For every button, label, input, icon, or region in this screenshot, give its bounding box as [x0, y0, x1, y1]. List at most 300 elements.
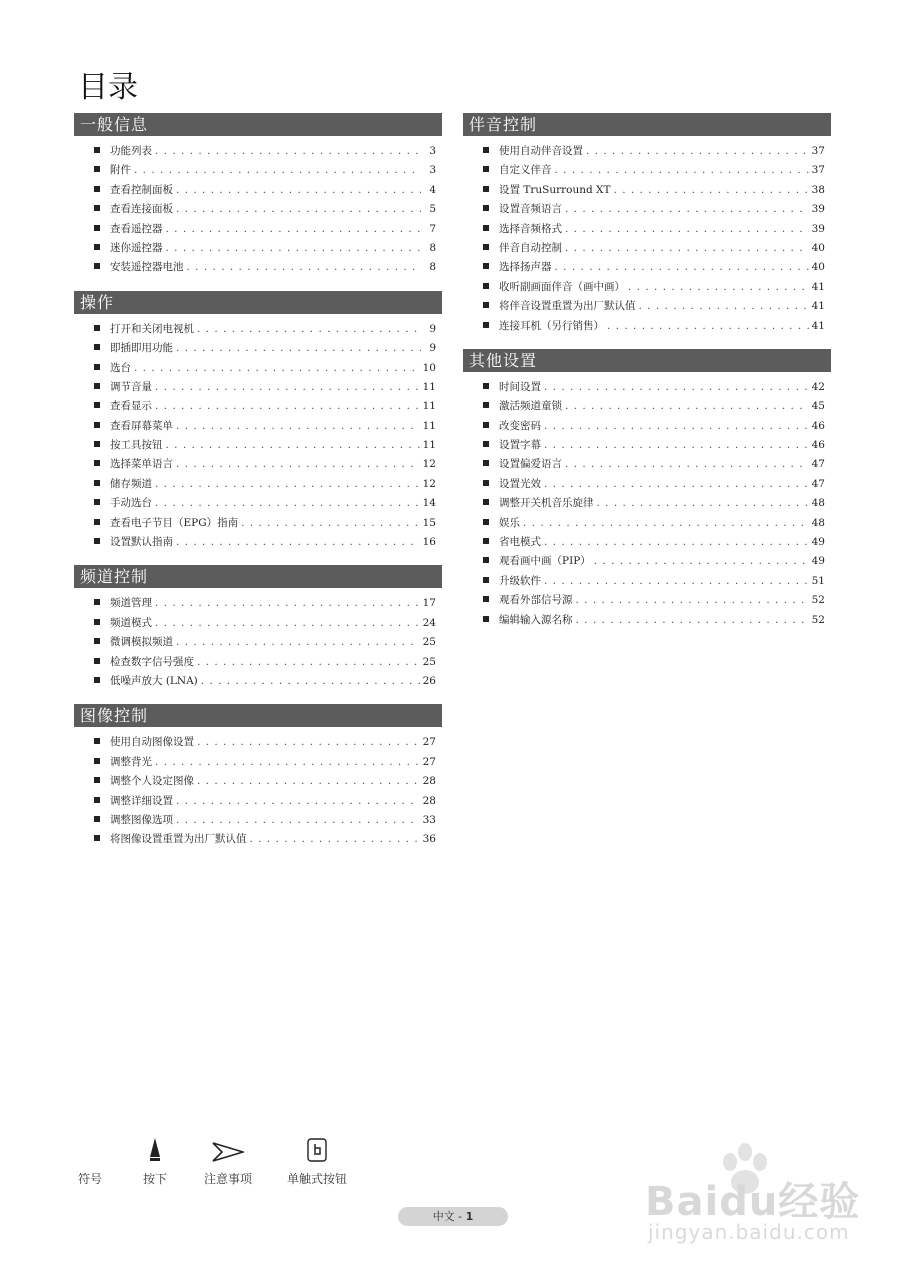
toc-entry[interactable] — [94, 143, 436, 162]
toc-entry-label: 连接耳机（另行销售） — [499, 319, 604, 332]
dot-leader — [576, 614, 809, 626]
toc-entry-label: 选择音频格式 — [499, 222, 562, 235]
square-bullet-icon — [94, 658, 100, 664]
square-bullet-icon — [483, 538, 489, 544]
dot-leader — [544, 478, 809, 490]
dot-leader — [166, 439, 420, 451]
toc-entry[interactable] — [483, 143, 825, 162]
square-bullet-icon — [483, 557, 489, 563]
toc-entry[interactable] — [94, 754, 436, 773]
square-bullet-icon — [483, 225, 489, 231]
toc-entry[interactable] — [94, 221, 436, 240]
toc-entry[interactable] — [94, 437, 436, 456]
dot-leader — [523, 517, 809, 529]
legend-note-label: 注意事项 — [203, 1172, 252, 1186]
toc-entry[interactable] — [94, 476, 436, 495]
toc-entry[interactable] — [483, 515, 825, 534]
toc-entry-page: 37 — [811, 145, 825, 157]
toc-entry-page: 12 — [422, 477, 436, 490]
dot-leader — [544, 381, 809, 393]
toc-entry[interactable] — [483, 162, 825, 181]
dot-leader — [155, 145, 421, 157]
dot-leader — [565, 223, 809, 235]
toc-entry-label: 选择菜单语言 — [110, 458, 173, 471]
toc-entry-label: 使用自动图像设置 — [110, 736, 194, 749]
toc-entry-label: 调整详细设置 — [110, 794, 173, 807]
toc-entry-label: 设置音频语言 — [499, 203, 562, 216]
footer-separator: - — [454, 1210, 466, 1223]
square-bullet-icon — [94, 364, 100, 370]
square-bullet-icon — [94, 619, 100, 625]
toc-entry[interactable] — [94, 240, 436, 259]
square-bullet-icon — [483, 577, 489, 583]
toc-entry-label: 升级软件 — [499, 574, 541, 587]
toc-section — [74, 291, 442, 558]
toc-entry-page: 48 — [811, 497, 825, 510]
toc-entry-page: 11 — [422, 400, 436, 413]
toc-entry-label: 观看画中画（PIP） — [499, 555, 591, 568]
toc-entry-page: 42 — [811, 380, 825, 393]
square-bullet-icon — [94, 777, 100, 783]
right-column — [463, 113, 831, 643]
dot-leader — [565, 242, 809, 254]
toc-entry-label: 激活频道童锁 — [499, 400, 562, 413]
toc-entry-label: 附件 — [110, 164, 131, 177]
footer-page-number: 1 — [465, 1210, 474, 1223]
toc-entry[interactable] — [94, 793, 436, 812]
dot-leader — [187, 261, 422, 273]
toc-entry-page: 28 — [422, 794, 436, 807]
toc-entry[interactable] — [483, 259, 825, 278]
toc-entry[interactable] — [94, 773, 436, 792]
toc-entry-label: 调整个人设定图像 — [110, 775, 194, 788]
toc-entry[interactable] — [94, 379, 436, 398]
dot-leader — [176, 795, 420, 807]
toc-entry-page: 10 — [422, 361, 436, 374]
dot-leader — [544, 536, 809, 548]
dot-leader — [176, 203, 421, 215]
square-bullet-icon — [483, 460, 489, 466]
square-bullet-icon — [483, 205, 489, 211]
toc-entry[interactable] — [94, 360, 436, 379]
toc-entry-label: 娱乐 — [499, 516, 520, 529]
toc-entry[interactable] — [94, 321, 436, 340]
square-bullet-icon — [483, 186, 489, 192]
dot-leader — [594, 555, 809, 567]
square-bullet-icon — [94, 797, 100, 803]
toc-entry-page: 9 — [429, 342, 436, 355]
toc-entry[interactable] — [483, 398, 825, 417]
square-bullet-icon — [94, 147, 100, 153]
toc-entry-label: 调整图像选项 — [110, 813, 173, 826]
toc-entry-page: 25 — [422, 636, 436, 649]
toc-entry-label: 即插即用功能 — [110, 342, 173, 355]
toc-entry-page: 48 — [811, 516, 825, 529]
dot-leader — [155, 756, 420, 768]
square-bullet-icon — [483, 166, 489, 172]
section-heading: 其他设置 — [463, 349, 831, 372]
toc-entry-label: 调节音量 — [110, 380, 152, 393]
dot-leader — [628, 281, 809, 293]
baidu-watermark — [640, 1140, 890, 1260]
section-heading: 一般信息 — [74, 113, 442, 136]
dot-leader — [597, 497, 809, 509]
toc-entry-label: 查看连接面板 — [110, 203, 173, 216]
toc-entry[interactable] — [94, 182, 436, 201]
left-column — [74, 113, 442, 863]
dot-leader — [565, 203, 809, 215]
toc-entry-page: 12 — [422, 458, 436, 471]
square-bullet-icon — [94, 480, 100, 486]
square-bullet-icon — [483, 283, 489, 289]
toc-list — [463, 372, 831, 635]
dot-leader — [250, 833, 420, 845]
square-bullet-icon — [94, 402, 100, 408]
toc-entry-page: 27 — [422, 736, 436, 749]
toc-entry-label: 选台 — [110, 361, 131, 374]
toc-entry-page: 40 — [811, 241, 825, 254]
toc-entry-page: 40 — [811, 261, 825, 274]
toc-entry-page: 51 — [811, 574, 825, 587]
toc-entry-label: 设置 TruSurround XT — [499, 183, 611, 196]
toc-entry-label: 将图像设置重置为出厂默认值 — [110, 833, 247, 846]
section-heading: 频道控制 — [74, 565, 442, 588]
toc-entry[interactable] — [94, 456, 436, 475]
dot-leader — [176, 420, 420, 432]
square-bullet-icon — [483, 519, 489, 525]
toc-section — [74, 704, 442, 854]
square-bullet-icon — [94, 422, 100, 428]
toc-entry[interactable] — [94, 340, 436, 359]
toc-entry[interactable] — [94, 734, 436, 753]
toc-entry-label: 改变密码 — [499, 419, 541, 432]
page-title: 目录 — [78, 70, 138, 105]
toc-entry-label: 按工具按钮 — [110, 439, 163, 452]
toc-entry-page: 28 — [422, 775, 436, 788]
watermark-sub: jingyan.baidu.com — [648, 1220, 850, 1244]
toc-entry-page: 46 — [811, 419, 825, 432]
toc-entry-label: 查看显示 — [110, 400, 152, 413]
toc-entry[interactable] — [94, 418, 436, 437]
toc-entry[interactable] — [483, 240, 825, 259]
toc-entry-page: 9 — [429, 322, 436, 335]
square-bullet-icon — [94, 758, 100, 764]
toc-entry-page: 52 — [811, 594, 825, 607]
toc-entry-page: 26 — [422, 674, 436, 687]
toc-entry-label: 频道模式 — [110, 616, 152, 629]
square-bullet-icon — [94, 263, 100, 269]
toc-entry[interactable] — [94, 495, 436, 514]
toc-entry-page: 41 — [811, 319, 825, 332]
toc-list — [74, 314, 442, 558]
toc-entry[interactable] — [94, 615, 436, 634]
dot-leader — [176, 536, 420, 548]
toc-entry[interactable] — [483, 476, 825, 495]
toc-section — [74, 565, 442, 696]
dot-leader — [555, 261, 809, 273]
toc-entry-label: 设置偏爱语言 — [499, 458, 562, 471]
dot-leader — [155, 400, 420, 412]
toc-entry[interactable] — [483, 456, 825, 475]
dot-leader — [201, 675, 420, 687]
dot-leader — [176, 458, 420, 470]
toc-entry-page: 33 — [422, 813, 436, 826]
toc-entry-label: 设置字幕 — [499, 439, 541, 452]
toc-entry-page: 36 — [422, 833, 436, 846]
square-bullet-icon — [94, 738, 100, 744]
legend-press — [135, 1138, 175, 1187]
square-bullet-icon — [483, 302, 489, 308]
square-bullet-icon — [94, 460, 100, 466]
toc-entry-page: 16 — [422, 536, 436, 549]
square-bullet-icon — [483, 480, 489, 486]
dot-leader — [176, 814, 420, 826]
square-bullet-icon — [94, 519, 100, 525]
square-bullet-icon — [483, 263, 489, 269]
toc-entry-page: 52 — [811, 613, 825, 626]
toc-entry[interactable] — [94, 534, 436, 553]
toc-list — [74, 727, 442, 854]
dot-leader — [639, 300, 809, 312]
note-arrow-icon — [212, 1142, 244, 1162]
footer-language: 中文 — [432, 1210, 455, 1223]
toc-entry-label: 伴音自动控制 — [499, 241, 562, 254]
square-bullet-icon — [483, 441, 489, 447]
dot-leader — [197, 736, 420, 748]
toc-entry-page: 11 — [422, 380, 436, 393]
section-heading: 操作 — [74, 291, 442, 314]
dot-leader — [176, 636, 420, 648]
toc-entry[interactable] — [483, 318, 825, 337]
toc-entry[interactable] — [483, 592, 825, 611]
dot-leader — [155, 497, 420, 509]
toc-entry[interactable] — [94, 595, 436, 614]
square-bullet-icon — [94, 499, 100, 505]
toc-entry-page: 7 — [429, 222, 436, 235]
toc-entry-label: 选择扬声器 — [499, 261, 552, 274]
toc-list — [74, 136, 442, 283]
square-bullet-icon — [94, 677, 100, 683]
dot-leader — [155, 597, 420, 609]
dot-leader — [176, 184, 421, 196]
dot-leader — [155, 617, 420, 629]
toc-entry-page: 4 — [429, 183, 436, 196]
toc-entry[interactable] — [94, 831, 436, 850]
toc-entry-page: 11 — [422, 439, 436, 452]
toc-entry-label: 频道管理 — [110, 597, 152, 610]
toc-entry-page: 24 — [422, 616, 436, 629]
toc-entry-page: 11 — [422, 419, 436, 432]
square-bullet-icon — [94, 638, 100, 644]
toc-entry[interactable] — [94, 812, 436, 831]
legend-one-touch-label: 单触式按钮 — [286, 1172, 347, 1186]
toc-list — [463, 136, 831, 341]
square-bullet-icon — [94, 835, 100, 841]
toc-entry-page: 27 — [422, 755, 436, 768]
square-bullet-icon — [483, 616, 489, 622]
toc-entry-page: 38 — [811, 183, 825, 196]
square-bullet-icon — [483, 322, 489, 328]
toc-entry-label: 查看遥控器 — [110, 222, 163, 235]
dot-leader — [197, 656, 420, 668]
dot-leader — [166, 242, 422, 254]
dot-leader — [197, 323, 421, 335]
square-bullet-icon — [483, 244, 489, 250]
dot-leader — [134, 164, 421, 176]
toc-entry[interactable] — [483, 495, 825, 514]
dot-leader — [565, 458, 809, 470]
toc-entry-label: 功能列表 — [110, 145, 152, 157]
square-bullet-icon — [483, 596, 489, 602]
watermark-main: Baidu经验 — [645, 1179, 861, 1225]
toc-entry[interactable] — [483, 437, 825, 456]
toc-entry-page: 25 — [422, 655, 436, 668]
toc-entry-label: 储存频道 — [110, 477, 152, 490]
toc-entry[interactable] — [483, 573, 825, 592]
toc-entry-page: 8 — [429, 241, 436, 254]
toc-entry-label: 观看外部信号源 — [499, 594, 573, 607]
toc-entry-page: 17 — [422, 597, 436, 610]
toc-entry-page: 3 — [429, 145, 436, 157]
toc-entry[interactable] — [483, 221, 825, 240]
toc-entry-page: 49 — [811, 555, 825, 568]
toc-entry[interactable] — [483, 418, 825, 437]
one-touch-button-icon — [307, 1138, 327, 1162]
toc-entry[interactable] — [94, 259, 436, 278]
square-bullet-icon — [94, 225, 100, 231]
toc-entry-page: 41 — [811, 280, 825, 293]
toc-entry-label: 将伴音设置重置为出厂默认值 — [499, 300, 636, 313]
dot-leader — [555, 164, 809, 176]
press-arrow-icon — [148, 1138, 162, 1162]
toc-entry-label: 调整开关机音乐旋律 — [499, 497, 594, 510]
legend-symbol — [70, 1138, 110, 1187]
toc-section — [74, 113, 442, 283]
square-bullet-icon — [483, 422, 489, 428]
toc-entry-label: 调整背光 — [110, 755, 152, 768]
toc-entry[interactable] — [94, 673, 436, 692]
toc-entry[interactable] — [483, 553, 825, 572]
square-bullet-icon — [483, 402, 489, 408]
toc-entry-page: 47 — [811, 458, 825, 471]
toc-section — [463, 349, 831, 635]
toc-entry-page: 41 — [811, 300, 825, 313]
toc-entry-page: 39 — [811, 203, 825, 216]
dot-leader — [565, 400, 809, 412]
toc-entry-label: 收听副画面伴音（画中画） — [499, 280, 625, 293]
dot-leader — [576, 594, 809, 606]
toc-entry[interactable] — [94, 162, 436, 181]
toc-entry-label: 迷你遥控器 — [110, 241, 163, 254]
toc-entry-page: 14 — [422, 497, 436, 510]
toc-entry-label: 编辑输入源名称 — [499, 613, 573, 626]
toc-entry-page: 37 — [811, 164, 825, 177]
dot-leader — [607, 320, 809, 332]
toc-entry[interactable] — [483, 182, 825, 201]
toc-list — [74, 588, 442, 696]
square-bullet-icon — [483, 383, 489, 389]
dot-leader — [241, 517, 420, 529]
toc-entry-label: 低噪声放大 (LNA) — [110, 674, 198, 687]
dot-leader — [197, 775, 420, 787]
toc-entry[interactable] — [483, 298, 825, 317]
square-bullet-icon — [94, 344, 100, 350]
toc-entry[interactable] — [483, 612, 825, 631]
dot-leader — [586, 145, 809, 157]
toc-entry-label: 微调模拟频道 — [110, 636, 173, 649]
section-heading: 伴音控制 — [463, 113, 831, 136]
square-bullet-icon — [94, 244, 100, 250]
toc-entry-label: 查看控制面板 — [110, 183, 173, 196]
square-bullet-icon — [94, 166, 100, 172]
square-bullet-icon — [94, 599, 100, 605]
legend-symbol-label: 符号 — [77, 1172, 102, 1186]
toc-entry-label: 手动选台 — [110, 497, 152, 510]
toc-entry-page: 3 — [429, 164, 436, 177]
section-heading: 图像控制 — [74, 704, 442, 727]
toc-entry-label: 使用自动伴音设置 — [499, 145, 583, 157]
dot-leader — [176, 342, 421, 354]
square-bullet-icon — [483, 499, 489, 505]
square-bullet-icon — [94, 205, 100, 211]
toc-entry[interactable] — [483, 279, 825, 298]
dot-leader — [155, 478, 420, 490]
square-bullet-icon — [94, 816, 100, 822]
square-bullet-icon — [94, 441, 100, 447]
toc-entry[interactable] — [483, 201, 825, 220]
toc-entry-page: 8 — [429, 261, 436, 274]
square-bullet-icon — [483, 147, 489, 153]
legend-one-touch — [274, 1138, 360, 1187]
toc-entry-label: 安装遥控器电池 — [110, 261, 184, 274]
dot-leader — [614, 184, 809, 196]
toc-entry[interactable] — [94, 634, 436, 653]
toc-entry[interactable] — [94, 398, 436, 417]
toc-entry-page: 39 — [811, 222, 825, 235]
toc-entry-label: 查看屏幕菜单 — [110, 419, 173, 432]
dot-leader — [166, 223, 422, 235]
toc-entry-label: 时间设置 — [499, 380, 541, 393]
toc-entry-page: 45 — [811, 400, 825, 413]
toc-entry-label: 查看电子节目（EPG）指南 — [110, 516, 239, 529]
toc-entry[interactable] — [94, 515, 436, 534]
toc-entry-page: 49 — [811, 536, 825, 549]
legend-note — [196, 1138, 260, 1187]
square-bullet-icon — [94, 186, 100, 192]
toc-entry-label: 检查数字信号强度 — [110, 655, 194, 668]
square-bullet-icon — [94, 325, 100, 331]
toc-entry[interactable] — [483, 534, 825, 553]
dot-leader — [544, 420, 809, 432]
toc-entry[interactable] — [94, 201, 436, 220]
toc-entry-page: 15 — [422, 516, 436, 529]
toc-entry-label: 省电模式 — [499, 536, 541, 549]
toc-entry-label: 打开和关闭电视机 — [110, 322, 194, 335]
toc-entry-page: 5 — [429, 203, 436, 216]
legend-press-label: 按下 — [142, 1172, 167, 1186]
square-bullet-icon — [94, 383, 100, 389]
toc-entry[interactable] — [94, 654, 436, 673]
dot-leader — [155, 381, 420, 393]
dot-leader — [134, 362, 420, 374]
toc-entry-label: 设置光效 — [499, 477, 541, 490]
page-number-badge — [398, 1207, 508, 1226]
dot-leader — [544, 439, 809, 451]
toc-entry-page: 47 — [811, 477, 825, 490]
toc-entry-label: 设置默认指南 — [110, 536, 173, 549]
toc-entry[interactable] — [483, 379, 825, 398]
dot-leader — [544, 575, 809, 587]
